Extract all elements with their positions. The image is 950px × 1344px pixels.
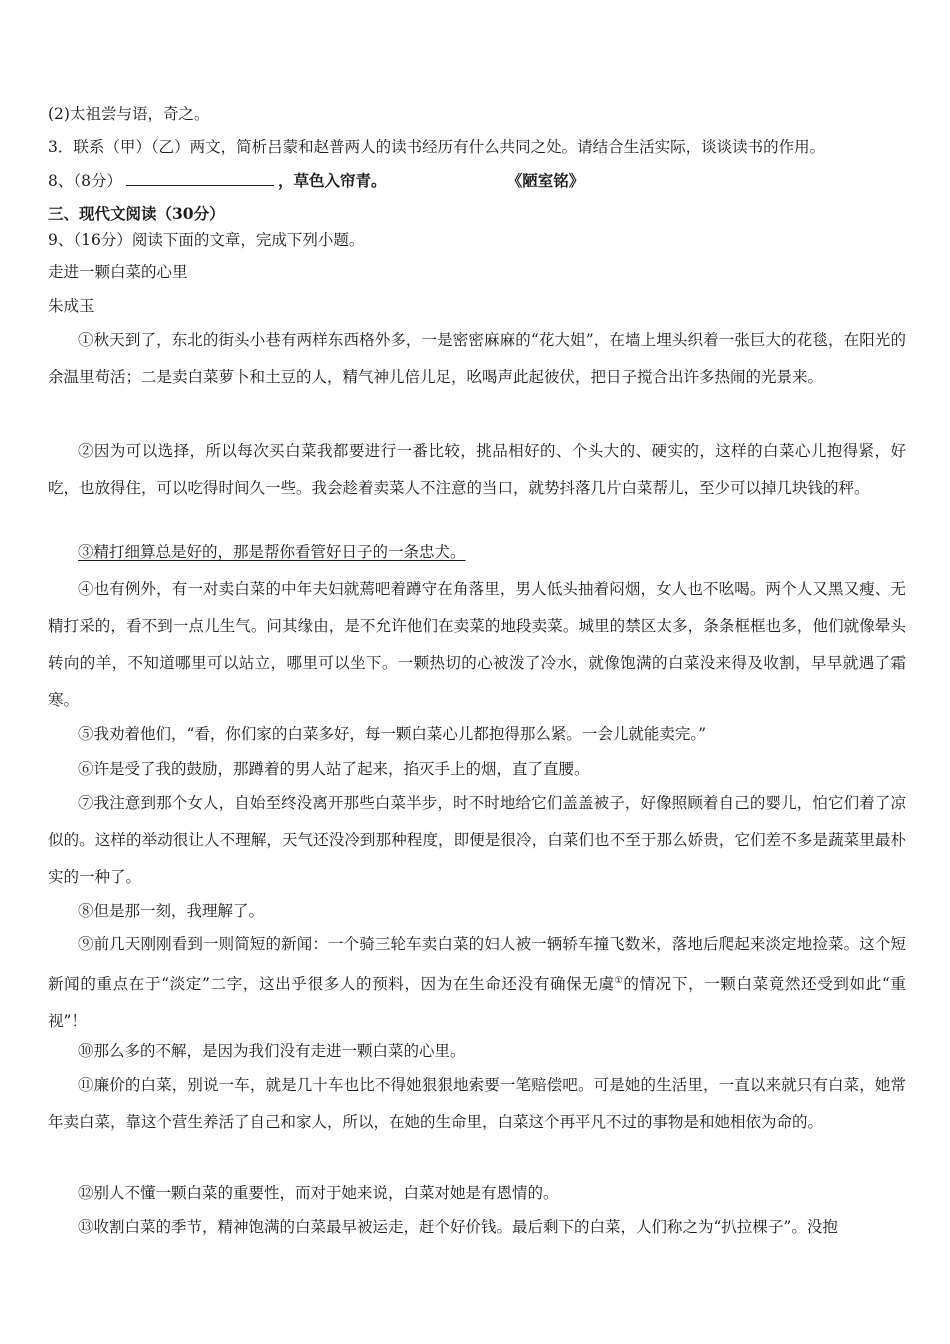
paragraph-1: ①秋天到了，东北的街头小巷有两样东西格外多，一是密密麻麻的“花大姐”，在墙上埋头织着一张巨大的花毯，在阳光的余温里苟活；二是卖白菜萝卜和土豆的人，精气神儿倍儿足，吆喝声此起彼伏，把日子搅合出许多热闹的光景来。: [48, 331, 906, 386]
paragraph-9-text-b: 的情况下，一颗白菜竟然还受到如此“重视”！: [48, 975, 906, 1031]
paragraph-9: [48, 926, 906, 1040]
question-9-intro: 9、（16分）阅读下面的文章，完成下列小题。: [48, 231, 365, 249]
question-8-prefix: 8、（8分）: [48, 172, 122, 190]
question-8: [48, 171, 584, 191]
question-3: 3．联系（甲）（乙）两文，简析吕蒙和赵普两人的读书经历有什么共同之处。请结合生活实际，谈谈读书的作用。: [48, 138, 826, 156]
paragraph-3: [48, 534, 906, 571]
question-item-2: (2)太祖尝与语，奇之。: [48, 105, 210, 123]
paragraph-13: ⑬收割白菜的季节，精神饱满的白菜最早被运走，赶个好价钱。最后剩下的白菜，人们称之为“扒拉棵子”。没抱: [78, 1218, 838, 1236]
question-8-text: ，草色入帘青。: [277, 171, 387, 190]
paragraph-8: ⑧但是那一刻，我理解了。: [78, 902, 265, 920]
question-8-source: 《陋室铭》: [514, 171, 585, 190]
paragraph-11: ⑪廉价的白菜，别说一车，就是几十车也比不得她狠狠地索要一笔赔偿吧。可是她的生活里，一直以来就只有白菜，她常年卖白菜，靠这个营生养活了自己和家人，所以，在她的生命里，白菜这个再平凡不过的事物是和她相依为命的。: [48, 1076, 906, 1131]
paragraph-12: ⑫别人不懂一颗白菜的重要性，而对于她来说，白菜对她是有恩情的。: [78, 1184, 559, 1202]
underlined-sentence: ③精打细算总是好的，那是帮你看管好日子的一条忠犬。: [78, 543, 466, 561]
footnote-marker: ①: [614, 976, 624, 986]
paragraph-10: ⑩那么多的不解，是因为我们没有走进一颗白菜的心里。: [78, 1042, 466, 1060]
fill-in-blank[interactable]: [126, 171, 274, 186]
section-title: 三、现代文阅读（30分）: [48, 204, 225, 223]
paragraph-9-text-a: ⑨前几天刚刚看到一则简短的新闻：一个骑三轮车卖白菜的妇人被一辆轿车撞飞数米，落地后爬起来淡定地捡菜。这个短新闻的重点在于“淡定”二字，这出乎很多人的预料，因为在生命还没有确保无虞: [48, 935, 906, 994]
article-title: 走进一颗白菜的心里: [48, 263, 188, 281]
paragraph-5: ⑤我劝着他们，“看，你们家的白菜多好，每一颗白菜心儿都抱得那么紧。一会儿就能卖完。”: [78, 725, 707, 743]
paragraph-4: ④也有例外，有一对卖白菜的中年夫妇就蔫吧着蹲守在角落里，男人低头抽着闷烟，女人也不吆喝。两个人又黑又瘦、无精打采的，看不到一点儿生气。问其缘由，是不允许他们在卖菜的地段卖菜。城里的禁区太多，条条框框也多，他们就像晕头转向的羊，不知道哪里可以站立，哪里可以坐下。一颗热切的心被泼了冷水，就像饱满的白菜没来得及收割，早早就遇了霜寒。: [48, 580, 906, 709]
paragraph-7: ⑦我注意到那个女人，自始至终没离开那些白菜半步，时不时地给它们盖盖被子，好像照顾着自己的婴儿，怕它们着了凉似的。这样的举动很让人不理解，天气还没冷到那种程度，即便是很冷，白菜们也不至于那么娇贵，它们差不多是蔬菜里最朴实的一种了。: [48, 794, 906, 886]
paragraph-6: ⑥许是受了我的鼓励，那蹲着的男人站了起来，掐灭手上的烟，直了直腰。: [78, 760, 590, 778]
article-author: 朱成玉: [48, 297, 95, 315]
paragraph-2: ②因为可以选择，所以每次买白菜我都要进行一番比较，挑品相好的、个头大的、硬实的，这样的白菜心儿抱得紧，好吃，也放得住，可以吃得时间久一些。我会趁着卖菜人不注意的当口，就势抖落几片白菜帮儿，至少可以掉几块钱的秤。: [48, 442, 906, 497]
